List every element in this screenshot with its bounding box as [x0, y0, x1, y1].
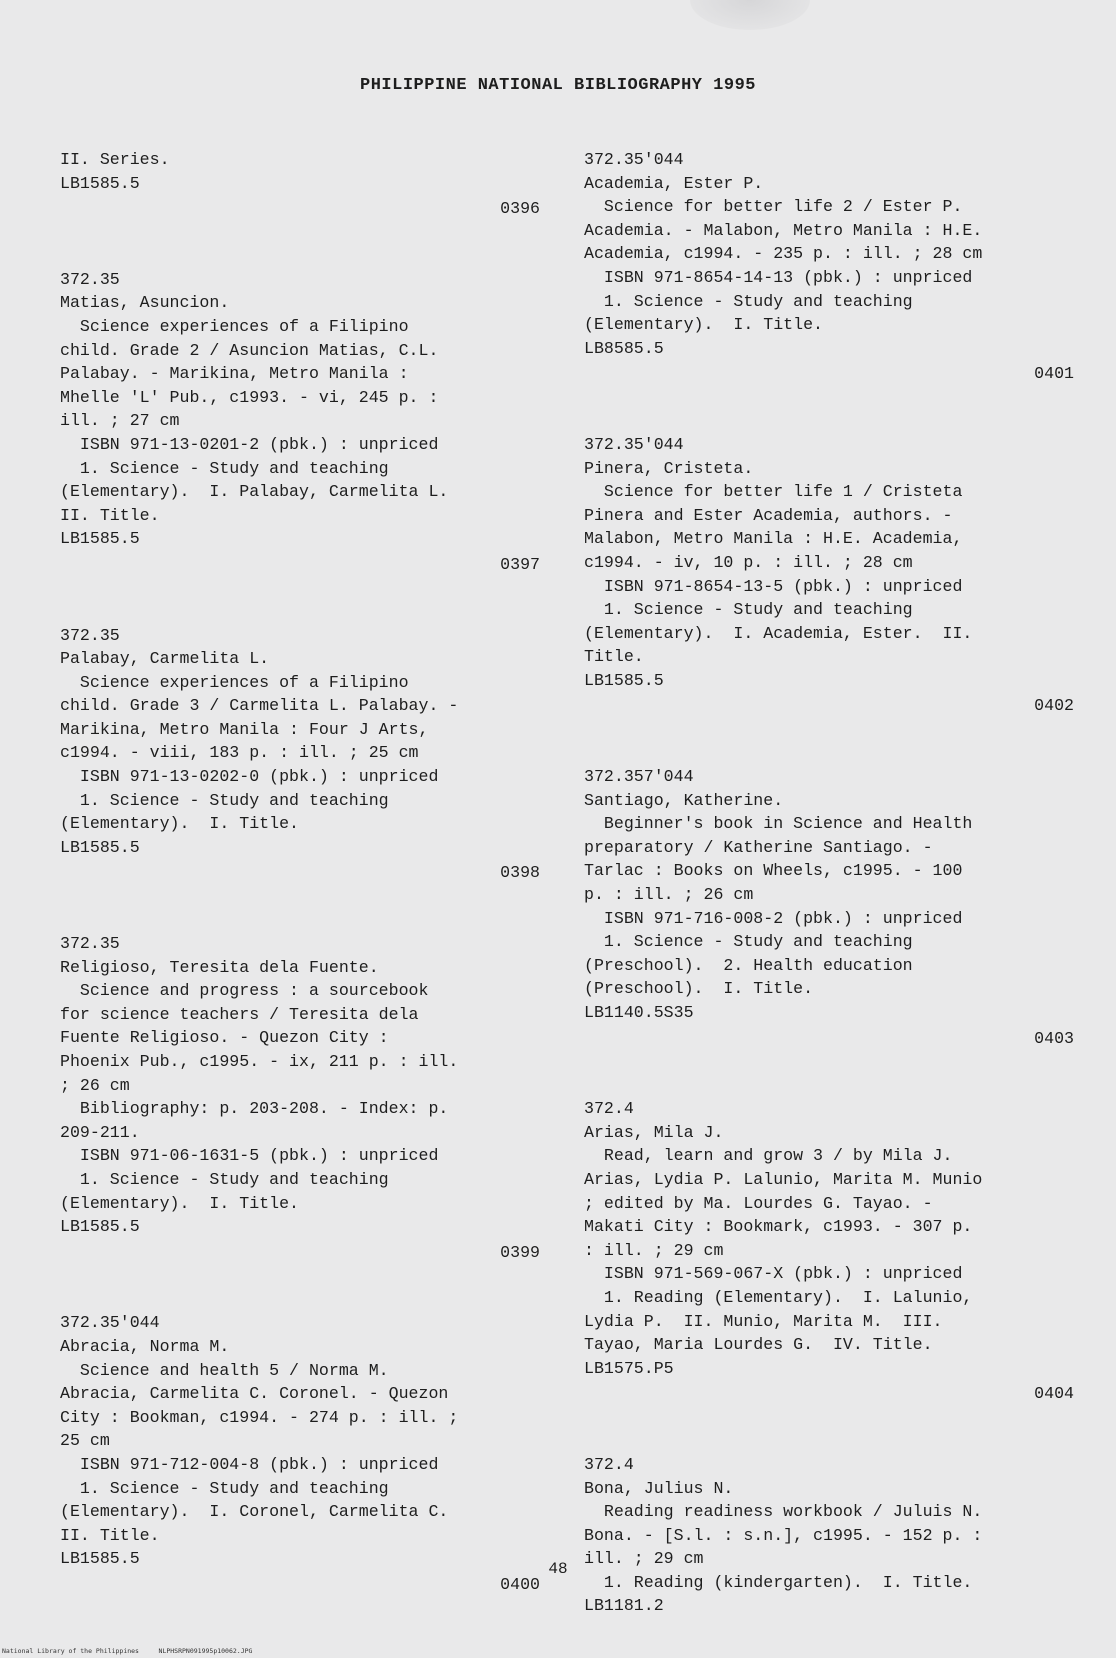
entry-line: Science for better life 2 / Ester P.: [584, 197, 963, 217]
entry-line: (Elementary). I. Title.: [584, 315, 823, 335]
entry-line: child. Grade 2 / Asuncion Matias, C.L.: [60, 340, 439, 360]
entry-line: preparatory / Katherine Santiago. -: [584, 837, 933, 857]
bibliography-entry: [60, 624, 540, 886]
entry-line: ISBN 971-13-0202-0 (pbk.) : unpriced: [60, 767, 439, 787]
entry-line: ; edited by Ma. Lourdes G. Tayao. -: [584, 1193, 933, 1213]
entry-line: Academia, c1994. - 235 p. : ill. ; 28 cm: [584, 244, 983, 264]
entry-line: LB1585.5: [60, 529, 140, 549]
entry-line: ISBN 971-8654-14-13 (pbk.) : unpriced: [584, 267, 973, 287]
entry-line: 372.35'044: [584, 434, 684, 454]
entry-line: Lydia P. II. Munio, Marita M. III.: [584, 1311, 943, 1331]
entry-line: Religioso, Teresita dela Fuente.: [60, 957, 379, 977]
entry-line: Science and progress : a sourcebook: [60, 981, 429, 1001]
entry-line: (Elementary). I. Coronel, Carmelita C.: [60, 1502, 449, 1522]
entry-line: (Elementary). I. Title.: [60, 1193, 299, 1213]
bibliography-entry: [60, 1311, 540, 1596]
entry-line: Science for better life 1 / Cristeta: [584, 482, 963, 502]
entry-line: : ill. ; 29 cm: [584, 1240, 724, 1260]
entry-line: 1. Science - Study and teaching: [60, 1169, 389, 1189]
entry-line: Beginner's book in Science and Health: [584, 814, 973, 834]
entry-line: Title.: [584, 647, 644, 667]
entry-line: Abracia, Norma M.: [60, 1336, 230, 1356]
bibliography-entry: [60, 268, 540, 577]
entry-line: Fuente Religioso. - Quezon City :: [60, 1028, 389, 1048]
entry-line: 372.35'044: [60, 1313, 160, 1333]
left-column: [60, 148, 540, 1596]
entry-number: 0402: [1034, 696, 1074, 716]
entry-line: 1. Science - Study and teaching: [60, 458, 389, 478]
entry-line: LB1585.5: [60, 1549, 140, 1569]
entry-line: ISBN 971-569-067-X (pbk.) : unpriced: [584, 1264, 963, 1284]
entry-line: Marikina, Metro Manila : Four J Arts,: [60, 719, 429, 739]
entry-number: 0399: [500, 1242, 540, 1262]
entry-line: Makati City : Bookmark, c1993. - 307 p.: [584, 1217, 973, 1237]
entry-line: City : Bookman, c1994. - 274 p. : ill. ;: [60, 1407, 459, 1427]
entry-line: Santiago, Katherine.: [584, 790, 784, 810]
entry-line: Academia, Ester P.: [584, 173, 764, 193]
entry-line: II. Title.: [60, 1525, 160, 1545]
entry-line: ill. ; 27 cm: [60, 411, 180, 431]
entry-line: 1. Reading (kindergarten). I. Title.: [584, 1572, 973, 1592]
entry-line: 372.35: [60, 625, 120, 645]
entry-line: Bona, Julius N.: [584, 1478, 734, 1498]
entry-number: 0400: [500, 1574, 540, 1594]
entry-line: LB1585.5: [584, 670, 664, 690]
entry-line: 1. Science - Study and teaching: [584, 600, 913, 620]
entry-line: Science and health 5 / Norma M.: [60, 1360, 389, 1380]
entry-line: Arias, Mila J.: [584, 1122, 724, 1142]
entry-line: LB1575.P5: [584, 1358, 674, 1378]
entry-line: Tayao, Maria Lourdes G. IV. Title.: [584, 1335, 933, 1355]
entry-line: LB1585.5: [60, 837, 140, 857]
scan-smudge: [690, 0, 810, 30]
entry-line: (Elementary). I. Palabay, Carmelita L.: [60, 482, 449, 502]
entry-line: LB1181.2: [584, 1596, 664, 1616]
entry-line: LB1140.5S35: [584, 1003, 694, 1022]
entry-line: 1. Science - Study and teaching: [584, 291, 913, 311]
bibliography-entry: [584, 1097, 1074, 1406]
entry-line: Palabay, Carmelita L.: [60, 649, 270, 669]
entry-line: 1. Science - Study and teaching: [584, 932, 913, 952]
entry-line: Bona. - [S.l. : s.n.], c1995. - 152 p. :: [584, 1525, 983, 1545]
entry-line: ISBN 971-716-008-2 (pbk.) : unpriced: [584, 908, 963, 928]
entry-line: LB1585.5: [60, 173, 140, 193]
entry-line: Malabon, Metro Manila : H.E. Academia,: [584, 529, 963, 549]
entry-line: Matias, Asuncion.: [60, 293, 230, 313]
entry-line: 372.35: [60, 934, 120, 954]
entry-line: 1. Science - Study and teaching: [60, 790, 389, 810]
bibliography-entry: [60, 148, 540, 221]
bibliography-entry: [584, 433, 1074, 718]
entry-number: 0398: [500, 863, 540, 883]
entry-line: for science teachers / Teresita dela: [60, 1004, 419, 1024]
entry-line: 372.35: [60, 269, 120, 289]
entry-line: child. Grade 3 / Carmelita L. Palabay. -: [60, 696, 459, 716]
entry-line: Academia. - Malabon, Metro Manila : H.E.: [584, 220, 983, 240]
right-column: [584, 148, 1074, 1618]
entry-line: II. Series.: [60, 150, 170, 169]
entry-line: ill. ; 29 cm: [584, 1549, 704, 1569]
entry-line: 1. Science - Study and teaching: [60, 1478, 389, 1498]
scan-footer: National Library of the Philippines NLPHSRPN091995p10062.JPG: [2, 1647, 253, 1655]
entry-line: ISBN 971-13-0201-2 (pbk.) : unpriced: [60, 434, 439, 454]
entry-line: Arias, Lydia P. Lalunio, Marita M. Munio: [584, 1169, 983, 1189]
entry-line: c1994. - iv, 10 p. : ill. ; 28 cm: [584, 552, 913, 572]
bibliography-entry: [584, 148, 1074, 386]
entry-number: 0404: [1034, 1384, 1074, 1404]
entry-line: Tarlac : Books on Wheels, c1995. - 100: [584, 861, 963, 881]
entry-line: Phoenix Pub., c1995. - ix, 211 p. : ill.: [60, 1052, 459, 1071]
bibliography-entry: [584, 1453, 1074, 1618]
entry-line: 372.4: [584, 1454, 634, 1474]
entry-number: 0397: [500, 554, 540, 574]
entry-line: 372.4: [584, 1099, 634, 1119]
entry-line: Bibliography: p. 203-208. - Index: p.: [60, 1099, 449, 1119]
entry-line: ISBN 971-06-1631-5 (pbk.) : unpriced: [60, 1146, 439, 1166]
entry-line: Science experiences of a Filipino: [60, 672, 409, 692]
entry-number: 0403: [1034, 1028, 1074, 1048]
entry-line: 209-211.: [60, 1122, 140, 1142]
entry-line: LB8585.5: [584, 338, 664, 358]
entry-line: Mhelle 'L' Pub., c1993. - vi, 245 p. :: [60, 387, 439, 407]
entry-line: p. : ill. ; 26 cm: [584, 885, 754, 905]
entry-line: 372.35'044: [584, 150, 684, 169]
entry-line: ISBN 971-8654-13-5 (pbk.) : unpriced: [584, 576, 963, 596]
entry-number: 0401: [1034, 364, 1074, 384]
entry-number: 0396: [500, 199, 540, 219]
entry-line: 25 cm: [60, 1431, 110, 1451]
entry-line: 1. Reading (Elementary). I. Lalunio,: [584, 1287, 973, 1307]
entry-line: Pinera, Cristeta.: [584, 458, 754, 478]
entry-line: II. Title.: [60, 505, 160, 525]
entry-line: (Preschool). I. Title.: [584, 979, 814, 999]
entry-line: Reading readiness workbook / Juluis N.: [584, 1502, 983, 1522]
entry-line: (Elementary). I. Title.: [60, 814, 299, 834]
entry-line: ISBN 971-712-004-8 (pbk.) : unpriced: [60, 1454, 439, 1474]
entry-line: 372.357'044: [584, 767, 694, 787]
bibliography-entry: [60, 932, 540, 1264]
page-header: PHILIPPINE NATIONAL BIBLIOGRAPHY 1995: [360, 76, 756, 95]
entry-line: c1994. - viii, 183 p. : ill. ; 25 cm: [60, 743, 419, 763]
entry-line: ; 26 cm: [60, 1075, 130, 1095]
entry-line: (Preschool). 2. Health education: [584, 955, 913, 975]
entry-line: Pinera and Ester Academia, authors. -: [584, 505, 953, 525]
entry-line: LB1585.5: [60, 1217, 140, 1237]
page-number: 48: [548, 1560, 568, 1578]
entry-line: Read, learn and grow 3 / by Mila J.: [584, 1146, 953, 1166]
entry-line: (Elementary). I. Academia, Ester. II.: [584, 623, 973, 643]
entry-line: Abracia, Carmelita C. Coronel. - Quezon: [60, 1384, 449, 1404]
bibliography-entry: [584, 765, 1074, 1050]
entry-line: Palabay. - Marikina, Metro Manila :: [60, 364, 409, 384]
entry-line: Science experiences of a Filipino: [60, 316, 409, 336]
